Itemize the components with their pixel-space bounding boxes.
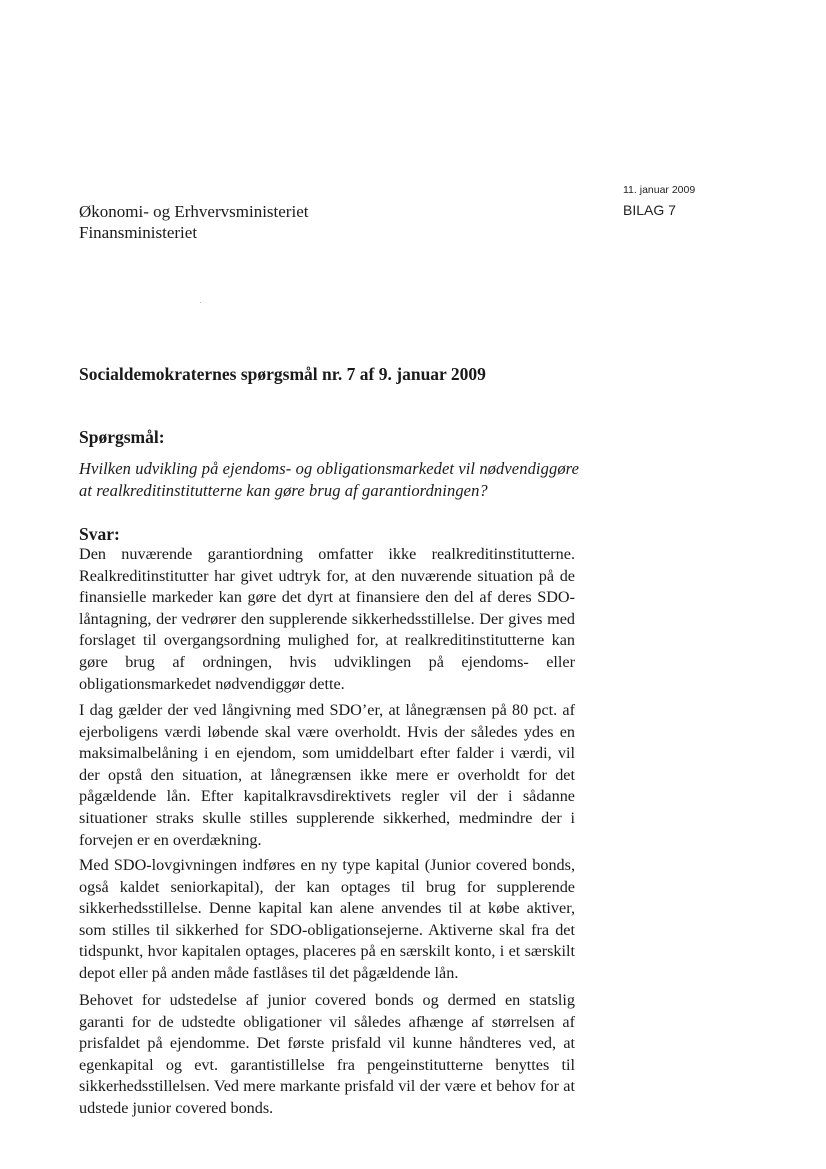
sender-ministry-1: Økonomi- og Erhvervsministeriet [79,202,309,221]
answer-paragraph-1: Den nuværende garantiordning omfatter ikke realkreditinstitutterne. Realkreditinstitutter har givet udtryk for, at den nuværende situation på de finansielle markeder kan gøre det dyrt at finansiere den del af deres SDO-låntagning, der vedrører den supplerende sikkerhedsstillelse. Der gives med forslaget til overgangsordning mulighed for, at realkreditinstitutterne kan gøre brug af ordningen, hvis udviklingen på ejendoms- eller obligationsmarkedet nødvendiggør dette. [79,545,575,693]
sender-ministry-2: Finansministeriet [79,223,198,242]
sender-block [79,201,308,243]
answer-paragraph-4: Behovet for udstedelse af junior covered bonds og dermed en statslig garanti for de udstedte obligationer vil således afhænge af størrelsen af prisfaldet på ejendomme. Det første prisfald vil kunne håndteres ved, at egenkapital og evt. garantistillelse fra pengeinstitutterne benyttes til sikkerhedsstillelsen. Ved mere markante prisfald vil der være et behov for at udstede junior covered bonds. [79,991,575,1117]
document-title: Socialdemokraternes spørgsmål nr. 7 af 9. januar 2009 [79,364,486,384]
answer-paragraph-3: Med SDO-lovgivningen indføres en ny type kapital (Junior covered bonds, også kaldet seniorkapital), der kan optages til brug for supplerende sikkerhedsstillelse. Denne kapital kan alene anvendes til at købe aktiver, som stilles til sikkerhed for SDO-obligationsejerne. Aktiverne skal fra det tidspunkt, hvor kapitalen optages, placeres på en særskilt konto, i et særskilt depot eller på anden måde fastlåses til det pågældende lån. [79,856,575,982]
document-date: 11. januar 2009 [623,184,696,196]
attachment-label: BILAG 7 [623,202,676,218]
question-text: Hvilken udvikling på ejendoms- og obligationsmarkedet vil nødvendiggøre at realkreditinstitutterne kan gøre brug af garantiordningen? [79,459,579,500]
answer-label: Svar: [79,524,120,544]
question-label: Spørgsmål: [79,427,165,447]
answer-paragraph-2: I dag gælder der ved långivning med SDO’er, at lånegrænsen på 80 pct. af ejerboligens værdi løbende skal være overholdt. Hvis der således ydes en maksimalbelåning i en ejendom, som umiddelbart efter falder i værdi, vil der opstå den situation, at lånegrænsen ikke mere er overholdt for det pågældende lån. Efter kapitalkravsdirektivets regler vil der i sådanne situationer straks skulle stilles supplerende sikkerhed, medmindre der i forvejen er en overdækning. [79,701,575,849]
scan-speck [200,302,201,303]
